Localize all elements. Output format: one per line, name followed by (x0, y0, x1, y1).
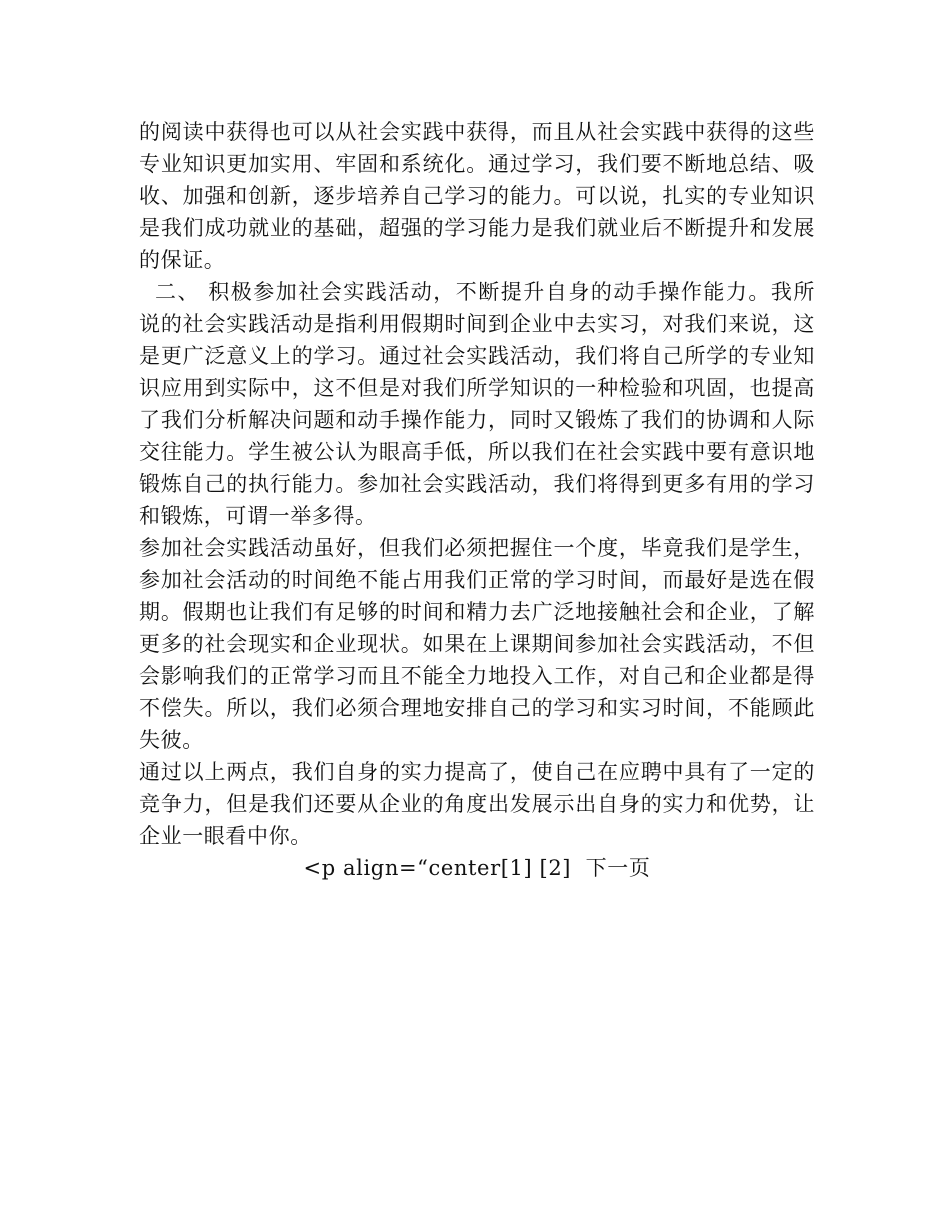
text-line: 失彼。 (139, 728, 204, 752)
footer-prefix: <p align=“center (303, 856, 501, 880)
text-line: 参加社会实践活动虽好，但我们必须把握住一个度，毕竟我们是学生， (139, 536, 815, 560)
text-line: 竞争力，但是我们还要从企业的角度出发展示出自身的实力和优势，让 (139, 792, 815, 816)
text-line: 是更广泛意义上的学习。通过社会实践活动，我们将自己所学的专业知 (139, 344, 815, 368)
text-line: 交往能力。学生被公认为眼高手低，所以我们在社会实践中要有意识地 (139, 440, 815, 464)
text-line: 识应用到实际中，这不但是对我们所学知识的一种检验和巩固，也提高 (139, 376, 815, 400)
text-line: 通过以上两点，我们自身的实力提高了，使自己在应聘中具有了一定的 (139, 760, 815, 784)
text-line: 不偿失。所以，我们必须合理地安排自己的学习和实习时间，不能顾此 (139, 696, 815, 720)
text-line: 说的社会实践活动是指利用假期时间到企业中去实习，对我们来说，这 (139, 312, 815, 336)
text-line: 锻炼自己的执行能力。参加社会实践活动，我们将得到更多有用的学习 (139, 472, 815, 496)
next-page-link[interactable]: 下一页 (585, 856, 651, 880)
text-line: 的阅读中获得也可以从社会实践中获得，而且从社会实践中获得的这些 (139, 120, 815, 144)
text-line: 期。假期也让我们有足够的时间和精力去广泛地接触社会和企业，了解 (139, 600, 815, 624)
text-line: 了我们分析解决问题和动手操作能力，同时又锻炼了我们的协调和人际 (139, 408, 815, 432)
text-line: 的保证。 (139, 248, 226, 272)
page-2-link[interactable]: [2] (539, 856, 572, 880)
text-line: 专业知识更加实用、牢固和系统化。通过学习，我们要不断地总结、吸 (139, 152, 815, 176)
text-line: 和锻炼，可谓一举多得。 (139, 504, 377, 528)
text-line: 收、加强和创新，逐步培养自己学习的能力。可以说，扎实的专业知识 (139, 184, 815, 208)
text-line: 是我们成功就业的基础，超强的学习能力是我们就业后不断提升和发展 (139, 216, 815, 240)
text-line: 企业一眼看中你。 (139, 824, 312, 848)
page-1-link[interactable]: [1] (500, 856, 533, 880)
pagination-footer (139, 852, 815, 884)
document-body (139, 116, 815, 884)
text-line: 会影响我们的正常学习而且不能全力地投入工作，对自己和企业都是得 (139, 664, 815, 688)
section-heading-line: 二、 积极参加社会实践活动，不断提升自身的动手操作能力。我所 (155, 280, 815, 304)
text-line: 参加社会活动的时间绝不能占用我们正常的学习时间，而最好是选在假 (139, 568, 815, 592)
text-line: 更多的社会现实和企业现状。如果在上课期间参加社会实践活动，不但 (139, 632, 815, 656)
